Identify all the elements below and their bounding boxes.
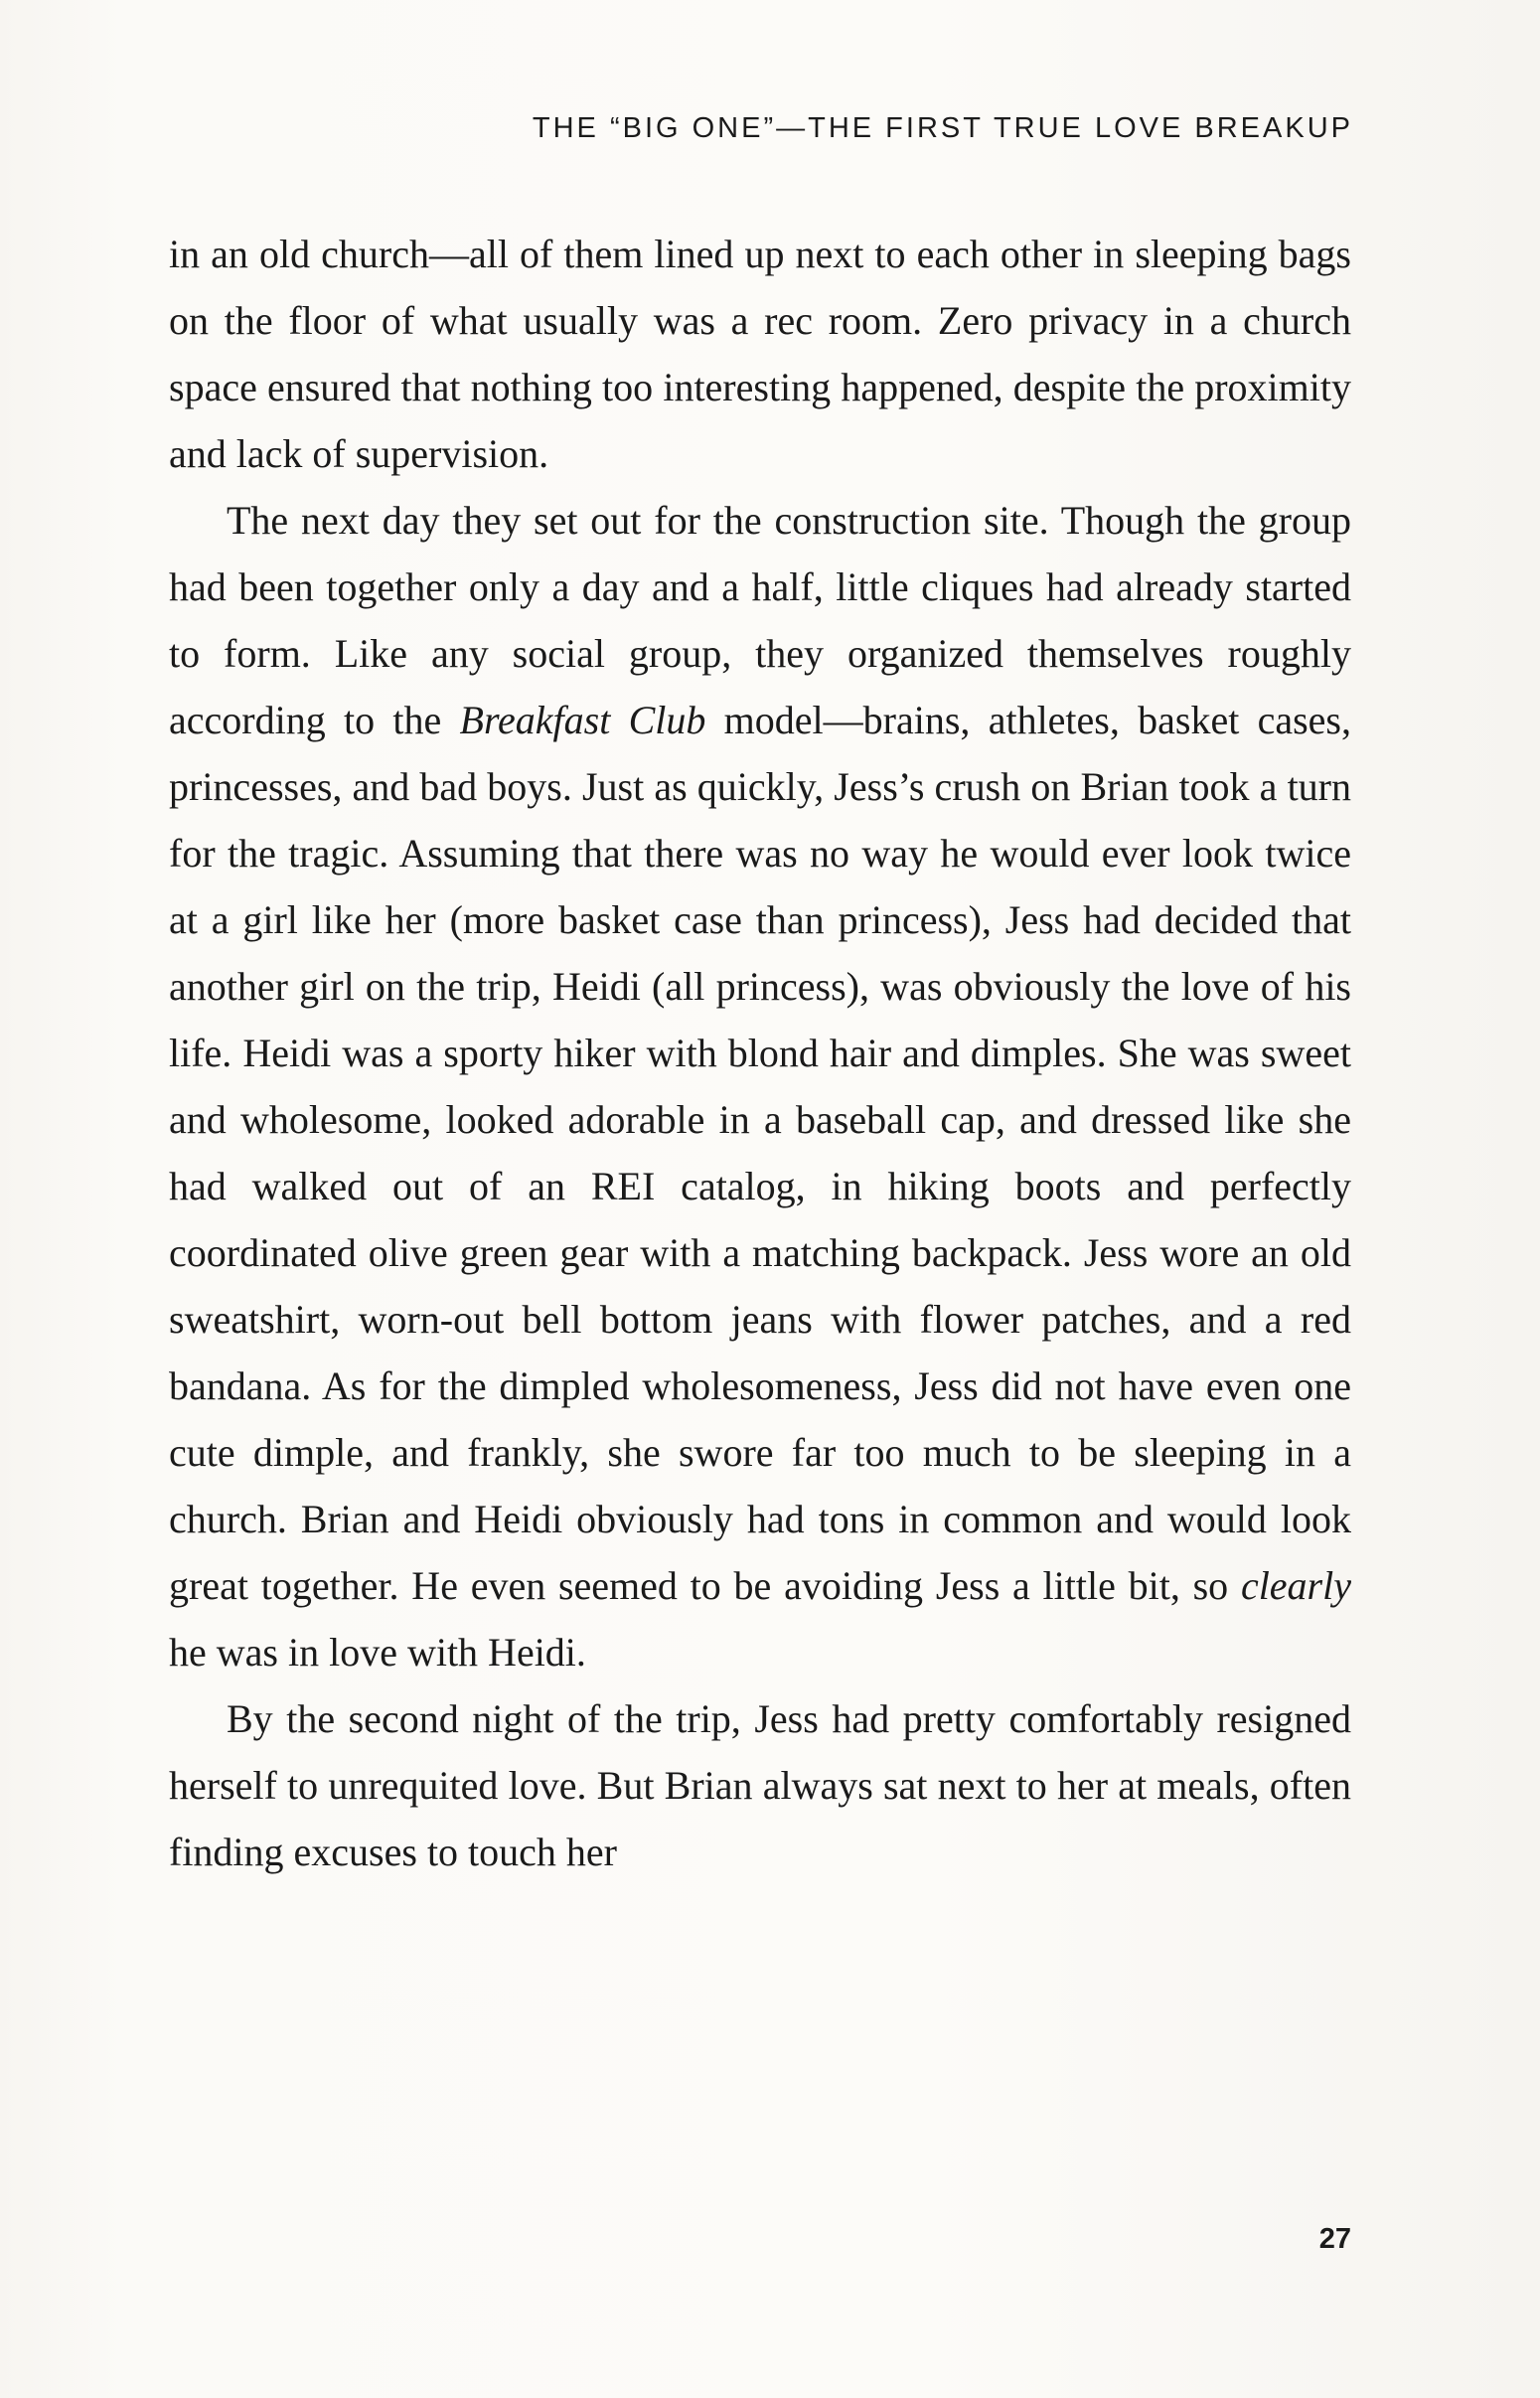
running-head: THE “BIG ONE”—THE FIRST TRUE LOVE BREAKUP: [532, 112, 1353, 144]
page-number: 27: [1318, 2223, 1351, 2255]
paragraph-1: in an old church—all of them lined up next to each other in sleeping bags on the floor of what usually was a rec room. Zero privacy in a church space ensured that nothing too interesting happened, despite the proximity and lack of supervision.: [169, 232, 1351, 476]
paragraph-2-text-b: model—brains, athletes, basket cases, princesses, and bad boys. Just as quickly, Jess’s crush on Brian took a turn for the tragic. Assuming that there was no way he would ever look twice at a girl like her (more basket case than princess), Jess had decided that another girl on the trip, Heidi (all princess), was obviously the love of his life. Heidi was a sporty hiker with blond hair and dimples. She was sweet and wholesome, looked adorable in a baseball cap, and dressed like she had walked out of an REI catalog, in hiking boots and perfectly coordinated olive green gear with a matching backpack. Jess wore an old sweatshirt, worn-out bell bottom jeans with flower patches, and a red bandana. As for the dimpled wholesomeness, Jess did not have even one cute dimple, and frankly, she swore far too much to be sleeping in a church. Brian and Heidi obviously had tons in common and would look great together. He even seemed to be avoiding Jess a little bit, so: [169, 698, 1351, 1608]
paragraph-2-text-a: The next day they set out for the construction site. Though the group had been together only a day and a half, little cliques had already started to form. Like any social group, they organized themselves roughly according to the: [169, 498, 1351, 742]
book-title-italic: Breakfast Club: [459, 698, 706, 742]
paragraph-3: By the second night of the trip, Jess had pretty comfortably resigned herself to unrequited love. But Brian always sat next to her at meals, often finding excuses to touch her: [169, 1696, 1351, 1874]
paragraph-2: [169, 487, 1351, 1685]
emphasis-italic: clearly: [1240, 1563, 1351, 1608]
paragraph-2-text-c: he was in love with Heidi.: [169, 1630, 586, 1675]
body-text: [169, 221, 1351, 1885]
